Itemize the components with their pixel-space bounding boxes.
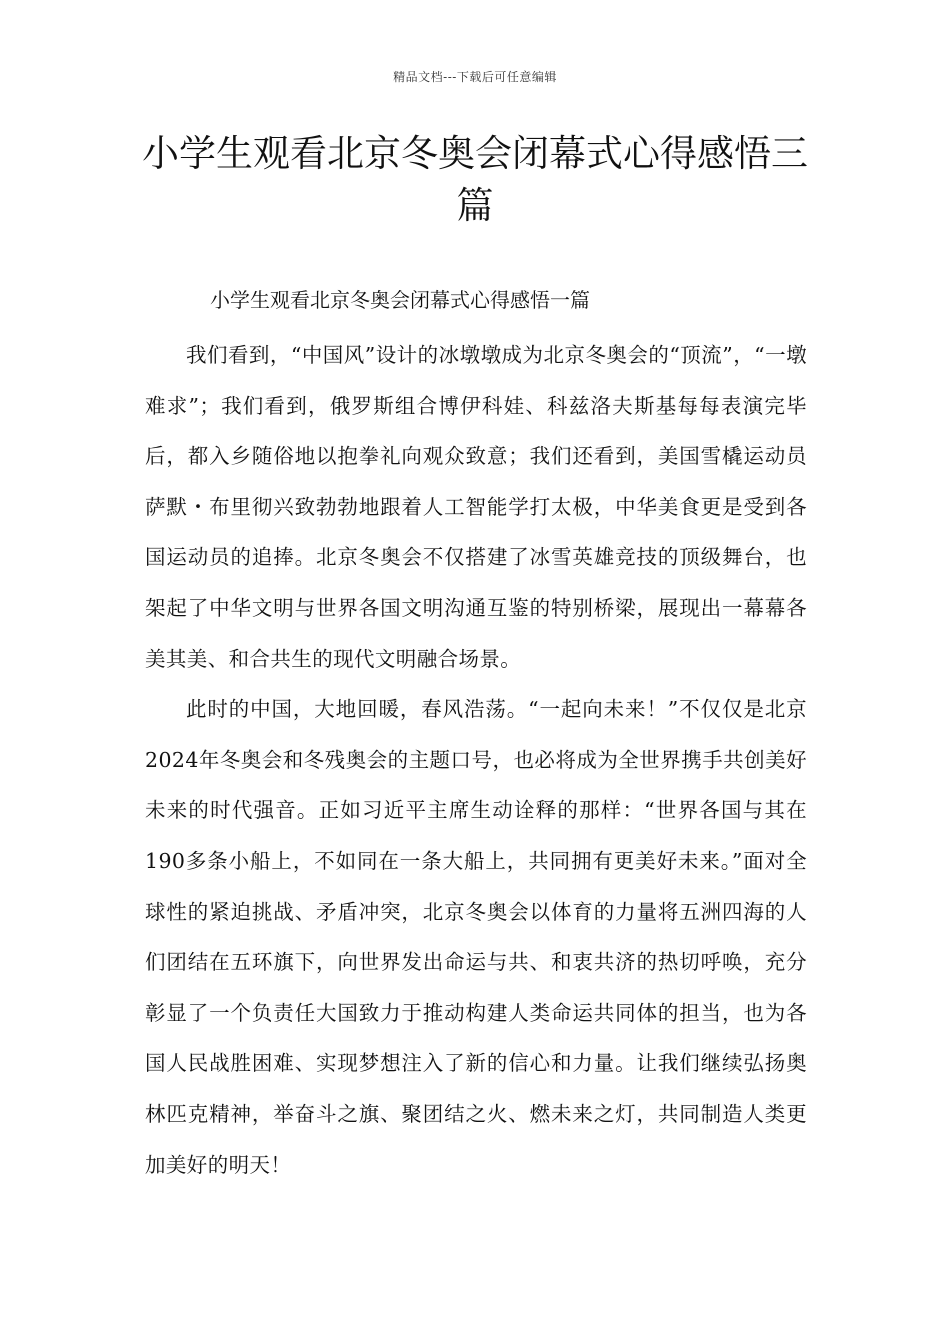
section-heading: 小学生观看北京冬奥会闭幕式心得感悟一篇 xyxy=(210,288,590,312)
document-body xyxy=(145,330,807,1190)
document-title: 小学生观看北京冬奥会闭幕式心得感悟三篇 xyxy=(142,132,808,227)
body-paragraph: 此时的中国，大地回暖，春风浩荡。“一起向未来！”不仅仅是北京2024年冬奥会和冬残奥会的主题口号，也必将成为全世界携手共创美好未来的时代强音。正如习近平主席生动诠释的那样：“世界各国与其在190多条小船上，不如同在一条大船上，共同拥有更美好未来。”面对全球性的紧迫挑战、矛盾冲突，北京冬奥会以体育的力量将五洲四海的人们团结在五环旗下，向世界发出命运与共、和衷共济的热切呼唤，充分彰显了一个负责任大国致力于推动构建人类命运共同体的担当，也为各国人民战胜困难、实现梦想注入了新的信心和力量。让我们继续弘扬奥林匹克精神，举奋斗之旗、聚团结之火、燃未来之灯，共同制造人类更加美好的明天！ xyxy=(145,697,807,1177)
body-paragraph: 我们看到，“中国风”设计的冰墩墩成为北京冬奥会的“顶流”，“一墩难求”；我们看到，俄罗斯组合博伊科娃、科兹洛夫斯基每每表演完毕后，都入乡随俗地以抱拳礼向观众致意；我们还看到，美国雪橇运动员萨默・布里彻兴致勃勃地跟着人工智能学打太极，中华美食更是受到各国运动员的追捧。北京冬奥会不仅搭建了冰雪英雄竞技的顶级舞台，也架起了中华文明与世界各国文明沟通互鉴的特别桥梁，展现出一幕幕各美其美、和合共生的现代文明融合场景。 xyxy=(145,343,807,671)
header-note: 精品文档---下载后可任意编辑 xyxy=(393,70,557,84)
